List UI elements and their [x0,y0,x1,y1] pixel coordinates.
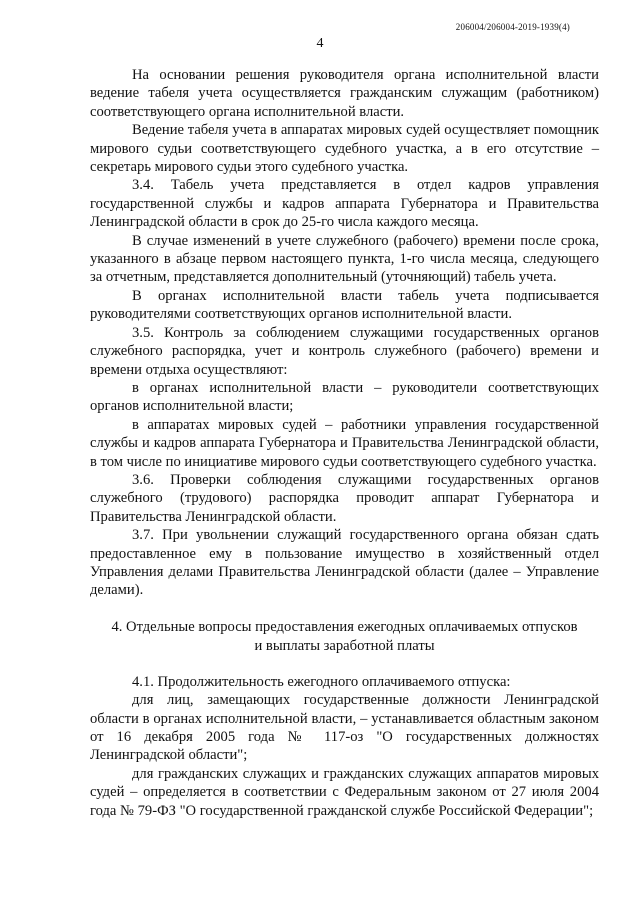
paragraph: в органах исполнительной власти – руководители соответствующих органов исполнительной власти; [90,379,599,415]
paragraph-4-1: 4.1. Продолжительность ежегодного оплачиваемого отпуска: [132,673,511,690]
paragraph: На основании решения руководителя органа исполнительной власти ведение табеля учета осуществляется гражданским служащим (работником) соответствующего органа исполнительной власти. [90,67,599,120]
section-heading-line: 4. Отдельные вопросы предоставления ежегодных оплачиваемых отпусков [111,618,578,635]
paragraph-3-6: 3.6. Проверки соблюдения служащими государственных органов служебного (трудового) распорядка проводит аппарат Губернатора и Правительства Ленинградской области. [90,471,599,525]
document-body [90,66,599,820]
paragraph: для гражданских служащих и гражданских служащих аппаратов мировых судей – определяется в соответствии с Федеральным законом от 27 июля 2004 года № 79-ФЗ "О государственной гражданской службе Российской Федерации"; [90,765,599,819]
section-heading [90,618,599,656]
paragraph: В случае изменений в учете служебного (рабочего) времени после срока, указанного в абзаце первом настоящего пункта, 1-го числа месяца, следующего за отчетным, представляется дополнительный (уточняющий) табель учета. [90,232,599,286]
paragraph-3-7: 3.7. При увольнении служащий государственного органа обязан сдать предоставленное ему в пользование имущество в хозяйственный отдел Управления делами Правительства Ленинградской области (далее – Управление делами). [90,527,599,599]
paragraph-3-4: 3.4. Табель учета представляется в отдел кадров управления государственной службы и кадров аппарата Губернатора и Правительства Ленинградской области в срок до 25-го числа каждого месяца. [90,177,599,231]
paragraph-3-5: 3.5. Контроль за соблюдением служащими государственных органов служебного распорядка, учет и контроль служебного (рабочего) времени и времени отдыха осуществляют: [90,324,599,378]
paragraph: Ведение табеля учета в аппаратах мировых судей осуществляет помощник мирового судьи соответствующего судебного участка, а в его отсутствие – секретарь мирового судьи этого судебного участка. [90,122,599,176]
paragraph: В органах исполнительной власти табель учета подписывается руководителями соответствующих органов исполнительной власти. [90,287,599,323]
document-id: 206004/206004-2019-1939(4) [455,22,570,32]
paragraph: в аппаратах мировых судей – работники управления государственной службы и кадров аппарата Губернатора и Правительства Ленинградской области, в том числе по инициативе мирового судьи соответствующего судебного участка. [90,416,599,470]
section-heading-line: и выплаты заработной платы [254,637,435,654]
paragraph: для лиц, замещающих государственные должности Ленинградской области в органах исполнительной власти, – устанавливается областным законом от 16 декабря 2005 года № 117-оз "О государственных должностях Ленинградской области"; [90,692,599,764]
page-number: 4 [316,36,324,51]
